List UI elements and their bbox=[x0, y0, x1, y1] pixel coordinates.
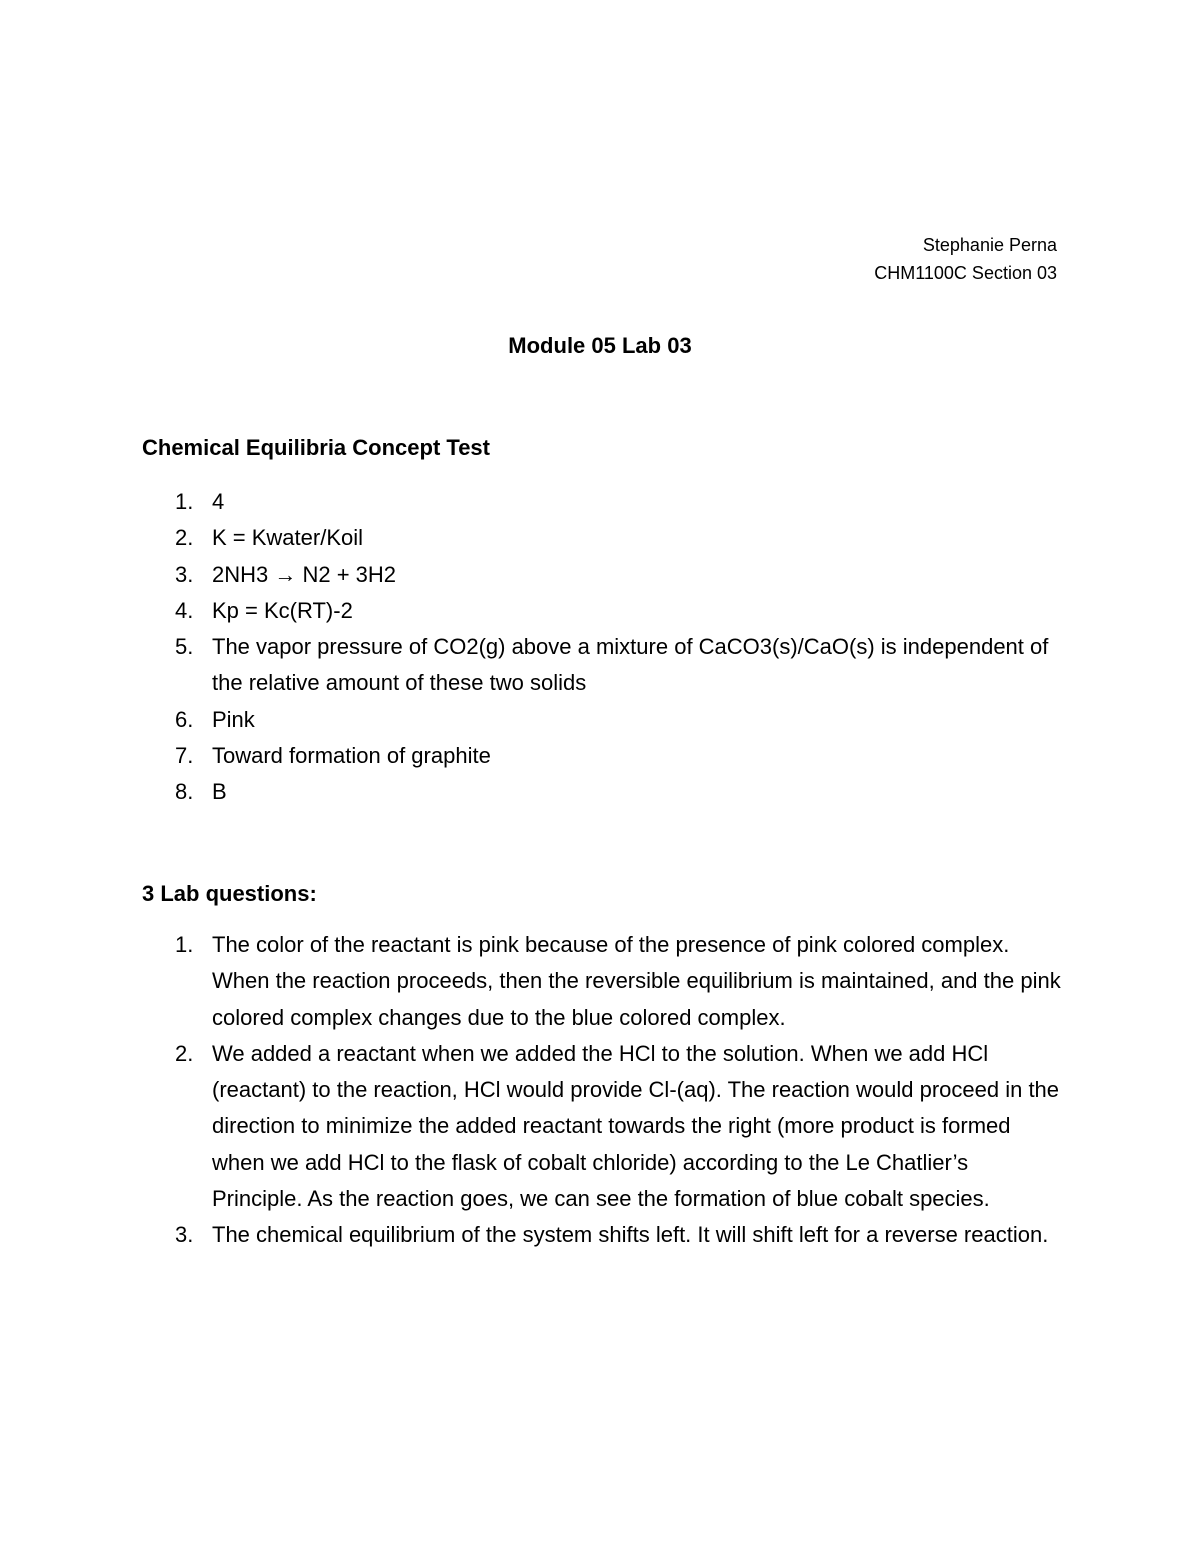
list-item bbox=[142, 629, 1062, 702]
item-text: K = Kwater/Koil bbox=[212, 525, 364, 551]
item-text: Toward formation of graphite bbox=[212, 743, 491, 769]
item-number: 2. bbox=[175, 525, 194, 551]
item-number: 1. bbox=[175, 932, 194, 957]
list-item bbox=[142, 520, 1062, 556]
item-number: 6. bbox=[175, 706, 194, 732]
item-number: 3. bbox=[175, 561, 194, 587]
item-number: 4. bbox=[175, 597, 194, 623]
item-text: We added a reactant when we added the HCl to the solution. When we add HCl (reactant) to the reaction, HCl would provide Cl-(aq). The reaction would proceed in the direction to minimize the added reactant towards the right (more product is formed when we add HCl to the flask of cobalt chloride) according to the Le Chatlier’s Principle. As the reaction goes, we can see the formation of blue cobalt species. bbox=[212, 1040, 1060, 1212]
item-number: 1. bbox=[175, 489, 194, 514]
item-text: Kp = Kc(RT)-2 bbox=[212, 597, 353, 623]
item-text: B bbox=[212, 779, 227, 805]
concept-test-list bbox=[142, 484, 1062, 811]
lab-questions-heading: 3 Lab questions: bbox=[142, 881, 317, 906]
list-item bbox=[142, 702, 1062, 738]
item-number: 8. bbox=[175, 779, 194, 805]
item-text: Pink bbox=[212, 706, 255, 732]
course-section: CHM1100C Section 03 bbox=[874, 263, 1057, 283]
author-header bbox=[874, 231, 1057, 287]
item-number: 5. bbox=[175, 634, 194, 660]
list-item bbox=[142, 738, 1062, 774]
item-text: 2NH3 → N2 + 3H2 bbox=[212, 561, 397, 587]
item-text: The color of the reactant is pink because of the presence of pink colored complex. When the reaction proceeds, then the reversible equilibrium is maintained, and the pink colored complex changes due to the blue colored complex. bbox=[212, 932, 1061, 1030]
author-name: Stephanie Perna bbox=[922, 235, 1057, 255]
concept-test-heading: Chemical Equilibria Concept Test bbox=[142, 435, 490, 460]
list-item bbox=[142, 557, 1062, 593]
item-text: The vapor pressure of CO2(g) above a mixture of CaCO3(s)/CaO(s) is independent of the relative amount of these two solids bbox=[212, 634, 1049, 696]
list-item bbox=[142, 593, 1062, 629]
item-text: 4 bbox=[212, 489, 225, 514]
item-number: 7. bbox=[175, 743, 194, 769]
document-title: Module 05 Lab 03 bbox=[508, 333, 692, 358]
list-item bbox=[142, 774, 1062, 810]
item-text: The chemical equilibrium of the system shifts left. It will shift left for a reverse reaction. bbox=[212, 1222, 1049, 1248]
lab-questions-list bbox=[142, 927, 1062, 1254]
item-number: 2. bbox=[175, 1040, 194, 1066]
list-item bbox=[142, 1036, 1062, 1217]
list-item bbox=[142, 1217, 1062, 1253]
list-item bbox=[142, 927, 1062, 1036]
list-item bbox=[142, 484, 1062, 520]
item-number: 3. bbox=[175, 1222, 194, 1248]
